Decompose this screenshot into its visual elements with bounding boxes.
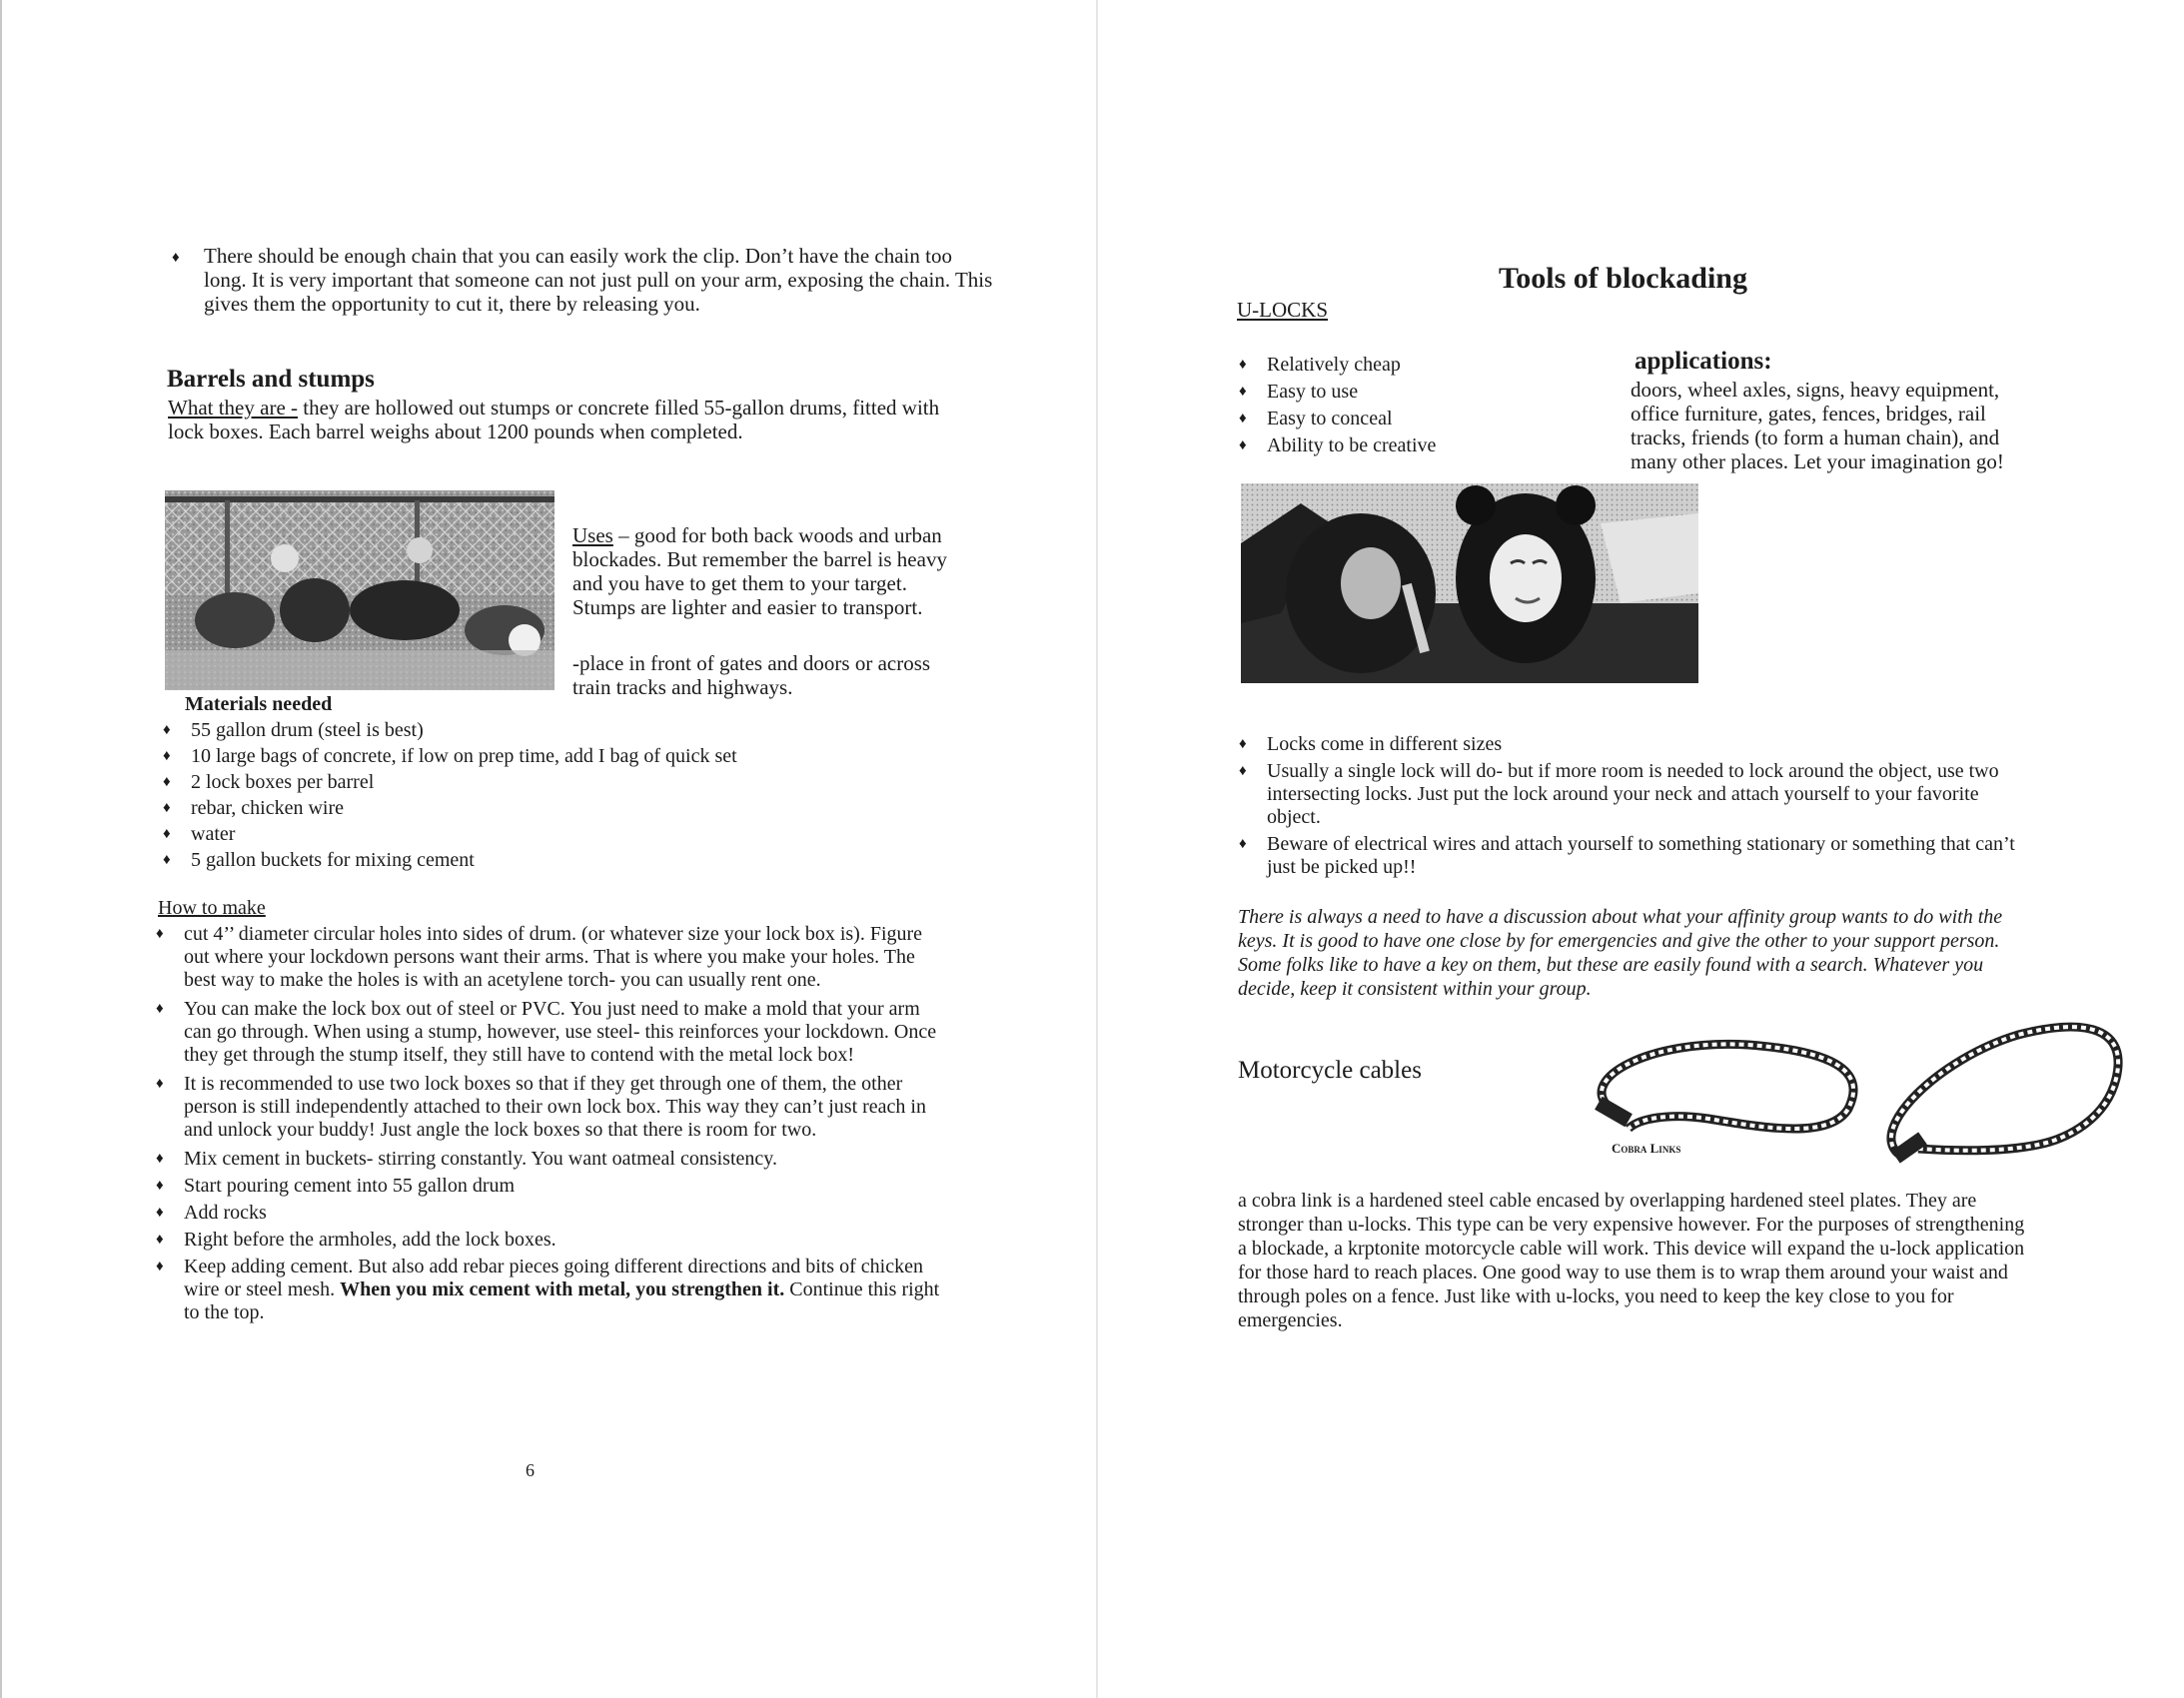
book-fold [1096,0,1098,1698]
ulocks-heading: U-LOCKS [1237,298,1329,322]
steps-list [156,923,945,1324]
uses-paragraph [572,523,947,619]
materials-list [163,719,862,875]
list-item: ♦ cut 4’’ diameter circular holes into sides of drum. (or whatever size your lock box is). Figure out where your lockdown persons want their arms. That is where you make your holes. The best way to make the holes is with an acetylene torch- you can usually rent one. [156,923,923,991]
applications-text: doors, wheel axles, signs, heavy equipment, office furniture, gates, fences, bridges, rail tracks, friends (to form a human chain), and many other places. Let your imagination go! [1631,378,2004,473]
bullet-diamond-icon: ♦ [172,250,180,266]
bullet-diamond-icon: ♦ [156,1232,164,1248]
how-to-make-heading: How to make [158,897,266,919]
list-item: ♦ Easy to conceal [1239,408,1393,429]
list-item: ♦ Add rocks [156,1202,267,1224]
applications-heading: applications: [1635,348,1772,375]
bullet-diamond-icon: ♦ [156,926,164,942]
barrel-photo-image [165,490,554,690]
list-item: ♦ Locks come in different sizes [1239,733,1503,755]
bullet-diamond-icon: ♦ [1239,357,1247,373]
barrel-blockade-photo [165,490,554,690]
what-they-are-paragraph [168,396,947,443]
bullet-diamond-icon: ♦ [1239,437,1247,453]
ulock-notes-list [1239,733,2018,879]
list-item: ♦ It is recommended to use two lock boxes so that if they get through one of them, the other person is still independently attached to their own lock box. This way they can’t just reach in and unlock your buddy! Just angle the lock boxes so that there is room for two. [156,1073,926,1141]
bullet-diamond-icon: ♦ [1239,736,1247,752]
keys-note: There is always a need to have a discussion about what your affinity group wants to do with the keys. It is good to have one close by for emergencies and give the other to your support person. Some folks like to have a key on them, but these are easily found with a search. Whatever you decide, keep it consistent within your group. [1238,906,2003,1000]
list-item: ♦ Keep adding cement. But also add rebar pieces going different directions and bits of chicken wire or steel mesh. When you mix cement with metal, you strengthen it. Continue this right to the top. [156,1256,940,1323]
bullet-diamond-icon: ♦ [163,852,171,868]
bullet-diamond-icon: ♦ [156,1001,164,1017]
what-label: What they are - [168,396,299,420]
list-item: ♦ Beware of electrical wires and attach yourself to something stationary or something that can’t just be picked up!! [1239,833,2015,878]
list-item: ♦ Mix cement in buckets- stirring constantly. You want oatmeal consistency. [156,1148,777,1170]
uses-text: – good for both back woods and urban blockades. But remember the barrel is heavy and you have to get them to your target. Stumps are lighter and easier to transport. [572,523,947,619]
strengthen-emphasis: When you mix cement with metal, you strengthen it. [340,1278,785,1300]
list-item: ♦ Relatively cheap [1239,354,1401,376]
list-item: ♦ Right before the armholes, add the lock boxes. [156,1229,556,1251]
list-item: ♦ rebar, chicken wire [163,797,344,819]
uses-placement-text: -place in front of gates and doors or across train tracks and highways. [572,651,931,699]
list-item: ♦ You can make the lock box out of steel or PVC. You just need to make a mold that your arm can go through. When using a stump, however, use steel- this reinforces your lockdown. Once they get through the stump itself, they still have to contend with the metal lock box! [156,998,937,1066]
bullet-diamond-icon: ♦ [1239,411,1247,426]
intro-bullet [172,244,993,316]
bullet-diamond-icon: ♦ [156,1151,164,1167]
bullet-diamond-icon: ♦ [156,1076,164,1092]
bullet-diamond-icon: ♦ [1239,384,1247,400]
ulock-pros-list [1239,354,1539,457]
bullet-diamond-icon: ♦ [163,722,171,738]
ulock-activists-photo [1241,483,1698,683]
materials-heading: Materials needed [185,693,333,715]
bullet-diamond-icon: ♦ [156,1205,164,1221]
bullet-diamond-icon: ♦ [156,1178,164,1194]
list-item: ♦ Usually a single lock will do- but if more room is needed to lock around the object, use two intersecting locks. Just put the lock around your neck and attach yourself to your favorite object. [1239,760,1999,828]
right-page [1099,0,2184,1698]
bullet-diamond-icon: ♦ [163,774,171,790]
uses-label: Uses [572,523,613,547]
list-item: ♦ 10 large bags of concrete, if low on prep time, add I bag of quick set [163,745,737,767]
list-item: ♦ 55 gallon drum (steel is best) [163,719,424,741]
bullet-diamond-icon: ♦ [163,826,171,842]
ulock-photo-image [1241,483,1698,683]
cobra-link-paragraph: a cobra link is a hardened steel cable encased by overlapping hardened steel plates. They are stronger than u-locks. This type can be very expensive however. For the purposes of strengthening a blockade, a krptonite motorcycle cable will work. This device will expand the u-lock application for those hard to reach places. One good way to use them is to wrap them around your waist and through poles on a fence. Just like with u-locks, you need to keep the key close to you for emergencies. [1238,1190,2025,1331]
motorcycle-cables-heading: Motorcycle cables [1238,1057,1422,1084]
list-item: ♦ 5 gallon buckets for mixing cement [163,849,475,871]
bullet-diamond-icon: ♦ [163,748,171,764]
list-item: ♦ Easy to use [1239,381,1359,403]
list-item: ♦ water [163,823,236,845]
list-item: ♦ Ability to be creative [1239,434,1437,456]
bullet-diamond-icon: ♦ [1239,836,1247,852]
bullet-diamond-icon: ♦ [156,1259,164,1274]
bullet-diamond-icon: ♦ [163,800,171,816]
what-text: they are hollowed out stumps or concrete filled 55-gallon drums, fitted with lock boxes. Each barrel weighs about 1200 pounds when completed. [168,396,940,443]
barrels-heading: Barrels and stumps [167,366,375,393]
intro-bullet-text: There should be enough chain that you can easily work the clip. Don’t have the chain too long. It is very important that someone can not just pull on your arm, exposing the chain. This gives them the opportunity to cut it, there by releasing you. [204,244,993,316]
page-number: 6 [526,1460,535,1480]
cobra-links-caption: Cobra Links [1612,1141,1681,1156]
bullet-diamond-icon: ♦ [1239,763,1247,779]
page-title: Tools of blockading [1499,262,1747,295]
list-item: ♦ 2 lock boxes per barrel [163,771,375,793]
list-item: ♦ Start pouring cement into 55 gallon drum [156,1175,516,1197]
